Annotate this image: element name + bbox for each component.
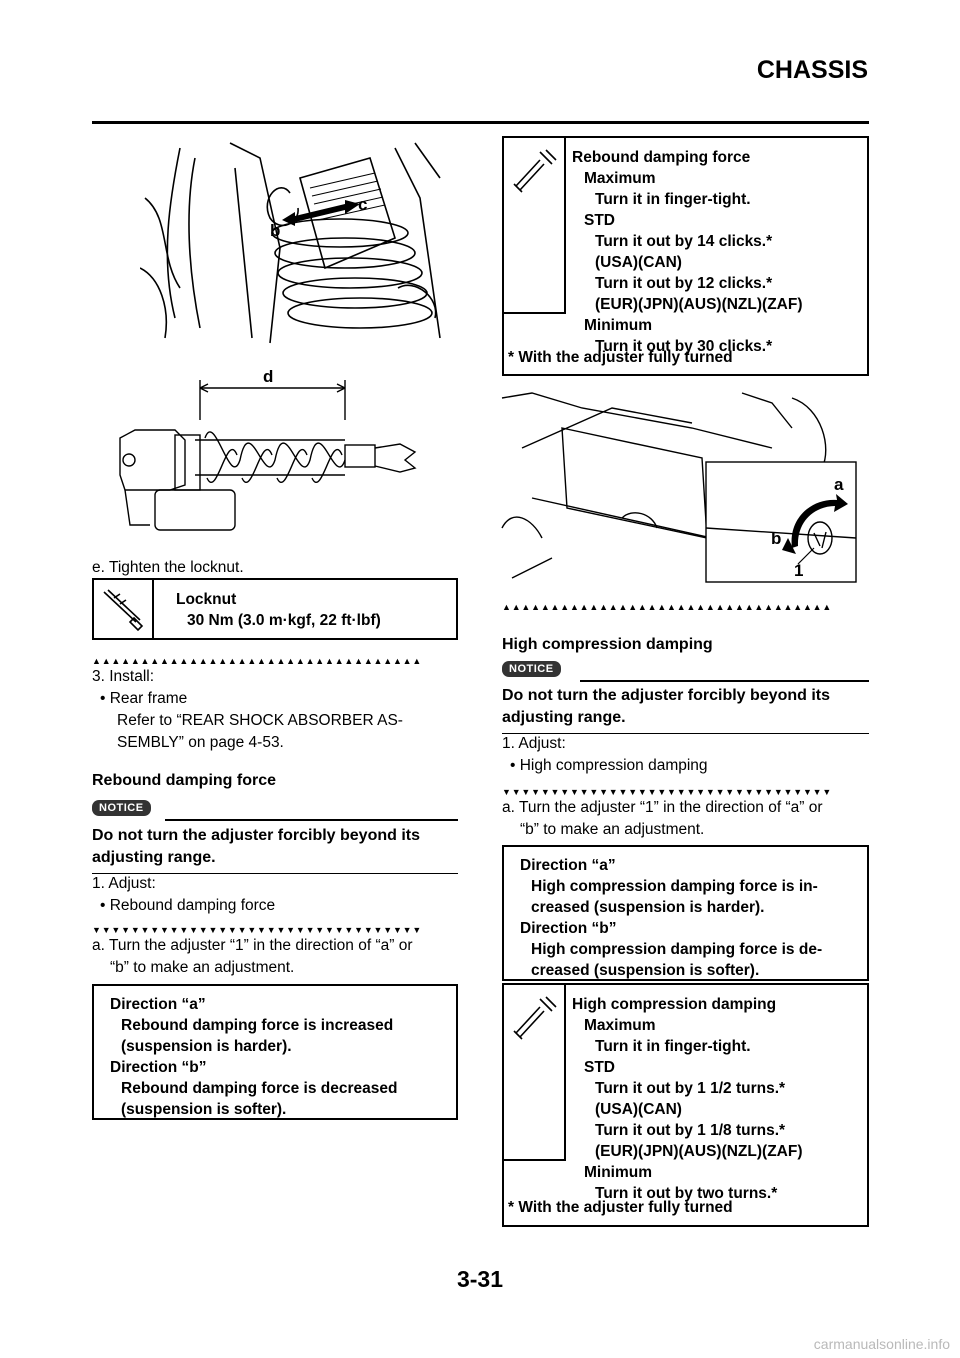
rebound-dir-a-label: Direction “a” [110,996,206,1013]
rebound-step: 1. Adjust: [92,875,156,892]
high-dir-b2: creased (suspension is softer). [531,962,760,979]
spec-icon-cell [504,138,566,314]
rebound-heading: Rebound damping force [92,772,276,789]
high-dir-b1: High compression damping force is de- [531,941,823,958]
rebound-spec-footnote: * With the adjuster fully turned [508,349,733,366]
high-notice-text2: adjusting range. [502,709,626,726]
high-step: 1. Adjust: [502,735,566,752]
high-notice-text1: Do not turn the adjuster forcibly beyond its [502,687,831,704]
high-start-marks: ▼▼▼▼▼▼▼▼▼▼▼▼▼▼▼▼▼▼▼▼▼▼▼▼▼▼▼▼▼▼▼▼▼▼ [502,787,833,797]
high-notice-badge: NOTICE [502,661,561,677]
fig1-label-c: c [358,195,368,214]
high-spec-max-val: Turn it in finger-tight. [595,1038,751,1055]
install-ref-line1: Refer to “REAR SHOCK ABSORBER AS- [117,712,403,729]
rebound-notice-text1: Do not turn the adjuster forcibly beyond its [92,827,421,844]
page-number: 3-31 [456,1266,504,1292]
rebound-start-marks: ▼▼▼▼▼▼▼▼▼▼▼▼▼▼▼▼▼▼▼▼▼▼▼▼▼▼▼▼▼▼▼▼▼▼ [92,925,423,935]
rebound-spec-std3: Turn it out by 12 clicks.* [595,275,773,292]
locknut-torque-box [92,578,458,640]
fig3-label-1: 1 [794,561,804,580]
rebound-dir-b2: (suspension is softer). [121,1101,287,1118]
fig2-label-d: d [263,367,274,386]
torque-wrench-icon [100,586,146,632]
high-sub2: “b” to make an adjustment. [520,821,705,838]
step-e-text: e. Tighten the locknut. [92,559,244,576]
header-rule [92,121,869,124]
high-spec-std3: Turn it out by 1 1/8 turns.* [595,1122,786,1139]
rebound-notice-rule-top [165,819,458,821]
high-item: • High compression damping [510,757,708,774]
shock-length-figure [115,360,425,540]
rebound-item: • Rebound damping force [100,897,276,914]
end-marks: ▲▲▲▲▲▲▲▲▲▲▲▲▲▲▲▲▲▲▲▲▲▲▲▲▲▲▲▲▲▲▲▲▲▲ [92,656,423,666]
high-spec-max-label: Maximum [584,1017,656,1034]
rebound-spec-title: Rebound damping force [572,149,751,166]
rebound-spec-std2: (USA)(CAN) [595,254,682,271]
high-spec-min-val: Turn it out by two turns.* [595,1185,778,1202]
rebound-spec-std4: (EUR)(JPN)(AUS)(NZL)(ZAF) [595,296,803,313]
page-title: CHASSIS [756,56,868,84]
high-spec-std4: (EUR)(JPN)(AUS)(NZL)(ZAF) [595,1143,803,1160]
install-ref-line2: SEMBLY” on page 4-53. [117,734,284,751]
rebound-notice-text2: adjusting range. [92,849,216,866]
rebound-spec-std1: Turn it out by 14 clicks.* [595,233,773,250]
rebound-notice-badge: NOTICE [92,800,151,816]
high-dir-a1: High compression damping force is in- [531,878,818,895]
high-sub1: a. Turn the adjuster “1” in the direction of “a” or [502,799,823,816]
high-dir-a2: creased (suspension is harder). [531,899,765,916]
fig3-label-a: a [834,475,844,494]
high-direction-box [502,845,869,981]
watermark: carmanualsonline.info [813,1336,950,1352]
locknut-title: Locknut [176,591,237,608]
high-spec-std1: Turn it out by 1 1/2 turns.* [595,1080,786,1097]
shock-preload-figure [140,138,450,348]
fig3-label-b: b [771,529,782,548]
high-spec-footnote: * With the adjuster fully turned [508,1199,733,1216]
rebound-spec-max-val: Turn it in finger-tight. [595,191,751,208]
rebound-dir-b1: Rebound damping force is decreased [121,1080,398,1097]
locknut-value: 30 Nm (3.0 m·kgf, 22 ft·lbf) [187,612,381,629]
rebound-spec-box [502,136,869,376]
rebound-spec-std-label: STD [584,212,615,229]
adjuster-figure [492,388,868,588]
install-item: • Rear frame [100,690,188,707]
high-notice-rule-top [580,680,869,682]
high-spec-std2: (USA)(CAN) [595,1101,682,1118]
high-spec-icon-cell [504,985,566,1161]
rebound-spec-min-label: Minimum [584,317,653,334]
high-spec-title: High compression damping [572,996,777,1013]
high-dir-b-label: Direction “b” [520,920,617,937]
high-spec-tool-icon [510,993,558,1041]
rebound-sub1: a. Turn the adjuster “1” in the direction of “a” or [92,937,413,954]
right-end-marks: ▲▲▲▲▲▲▲▲▲▲▲▲▲▲▲▲▲▲▲▲▲▲▲▲▲▲▲▲▲▲▲▲▲▲ [502,602,833,612]
spec-tool-icon [510,146,558,194]
high-spec-std-label: STD [584,1059,615,1076]
torque-icon-cell [94,580,154,638]
rebound-spec-min-val: Turn it out by 30 clicks.* [595,338,773,355]
rebound-direction-box [92,984,458,1120]
fig1-label-b: b [270,221,281,240]
rebound-sub2: “b” to make an adjustment. [110,959,295,976]
high-spec-min-label: Minimum [584,1164,653,1181]
rebound-dir-b-label: Direction “b” [110,1059,207,1076]
rebound-dir-a2: (suspension is harder). [121,1038,292,1055]
rebound-dir-a1: Rebound damping force is increased [121,1017,394,1034]
high-dir-a-label: Direction “a” [520,857,616,874]
high-heading: High compression damping [502,636,713,653]
install-step: 3. Install: [92,668,155,685]
high-spec-box [502,983,869,1227]
rebound-spec-max-label: Maximum [584,170,656,187]
